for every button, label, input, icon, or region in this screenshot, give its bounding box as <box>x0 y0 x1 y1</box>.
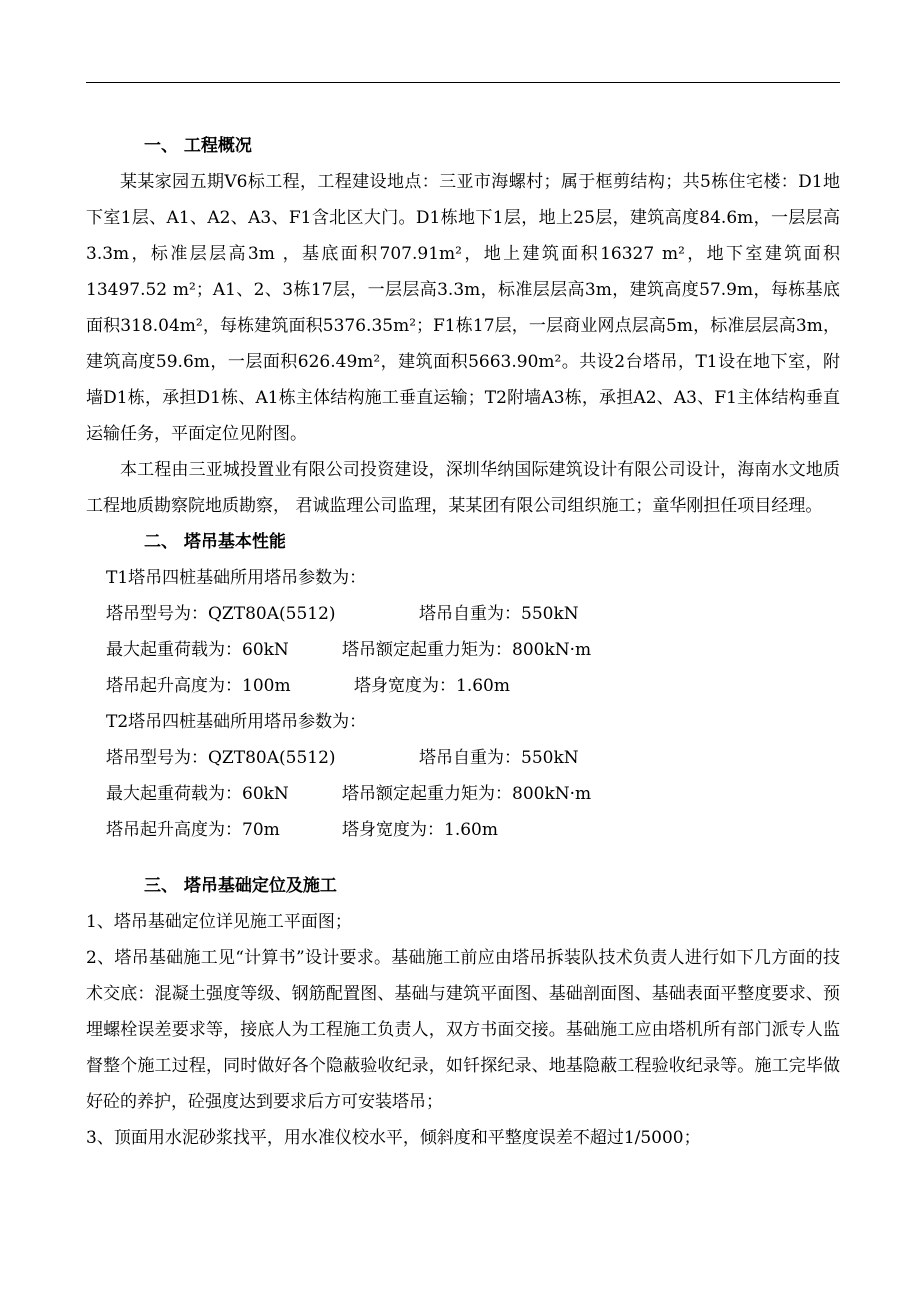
section-1-heading: 一、 工程概况 <box>144 136 252 156</box>
t2-param-row-2 <box>86 776 840 812</box>
document-body <box>86 128 840 1156</box>
t2-params-intro: T2塔吊四桩基础所用塔吊参数为： <box>106 712 367 732</box>
t2-weight: 塔吊自重为：550kN <box>419 748 579 768</box>
section-3-item-2: 2、塔吊基础施工见“计算书”设计要求。基础施工前应由塔吊拆装队技术负责人进行如下几方面的技术交底：混凝土强度等级、钢筋配置图、基础与建筑平面图、基础剖面图、基础表面平整度要求、预埋螺栓误差要求等，接底人为工程施工负责人，双方书面交接。基础施工应由塔机所有部门派专人监督整个施工过程，同时做好各个隐蔽验收纪录，如钎探纪录、地基隐蔽工程验收纪录等。施工完毕做好砼的养护，砼强度达到要求后方可安装塔吊； <box>86 948 840 1112</box>
section-2-heading: 二、 塔吊基本性能 <box>144 532 286 552</box>
section-gap <box>86 848 840 868</box>
t1-width: 塔身宽度为：1.60m <box>354 676 510 696</box>
t1-params-intro: T1塔吊四桩基础所用塔吊参数为： <box>106 568 367 588</box>
section-3-heading: 三、 塔吊基础定位及施工 <box>144 876 337 896</box>
t1-model: 塔吊型号为：QZT80A(5512) <box>106 604 336 624</box>
t1-max-load: 最大起重荷载为：60kN <box>106 640 289 660</box>
t2-model: 塔吊型号为：QZT80A(5512) <box>106 748 336 768</box>
t1-param-row-1 <box>86 596 840 632</box>
t1-param-row-3 <box>86 668 840 704</box>
t1-moment: 塔吊额定起重力矩为：800kN·m <box>342 640 592 660</box>
t2-param-row-1 <box>86 740 840 776</box>
t1-lift-height: 塔吊起升高度为：100m <box>106 676 291 696</box>
t2-max-load: 最大起重荷载为：60kN <box>106 784 289 804</box>
header-rule <box>86 82 840 83</box>
t1-weight: 塔吊自重为：550kN <box>419 604 579 624</box>
t2-width: 塔身宽度为：1.60m <box>342 820 498 840</box>
t2-param-row-3 <box>86 812 840 848</box>
section-3-item-1: 1、塔吊基础定位详见施工平面图； <box>86 912 352 932</box>
t2-moment: 塔吊额定起重力矩为：800kN·m <box>342 784 592 804</box>
t2-lift-height: 塔吊起升高度为：70m <box>106 820 280 840</box>
t1-param-row-2 <box>86 632 840 668</box>
section-1-paragraph-1: 某某家园五期V6标工程，工程建设地点：三亚市海螺村；属于框剪结构；共5栋住宅楼：D1地下室1层、A1、A2、A3、F1含北区大门。D1栋地下1层，地上25层，建筑高度84.6m，一层层高3.3m，标准层层高3m ，基底面积707.91m²，地上建筑面积16327 m²，地下室建筑面积13497.52 m²；A1、2、3栋17层，一层层高3.3m，标准层层高3m，建筑高度57.9m，每栋基底面积318.04m²，每栋建筑面积5376.35m²；F1栋17层，一层商业网点层高5m，标准层层高3m，建筑高度59.6m，一层面积626.49m²，建筑面积5663.90m²。共设2台塔吊，T1设在地下室，附墙D1栋，承担D1栋、A1栋主体结构施工垂直运输；T2附墙A3栋，承担A2、A3、F1主体结构垂直运输任务，平面定位见附图。 <box>86 172 840 444</box>
section-1-paragraph-2: 本工程由三亚城投置业有限公司投资建设，深圳华纳国际建筑设计有限公司设计，海南水文地质工程地质勘察院地质勘察， 君诚监理公司监理，某某团有限公司组织施工；童华刚担任项目经理。 <box>86 460 840 516</box>
section-3-item-3: 3、顶面用水泥砂浆找平，用水准仪校水平，倾斜度和平整度误差不超过1/5000； <box>86 1128 701 1148</box>
